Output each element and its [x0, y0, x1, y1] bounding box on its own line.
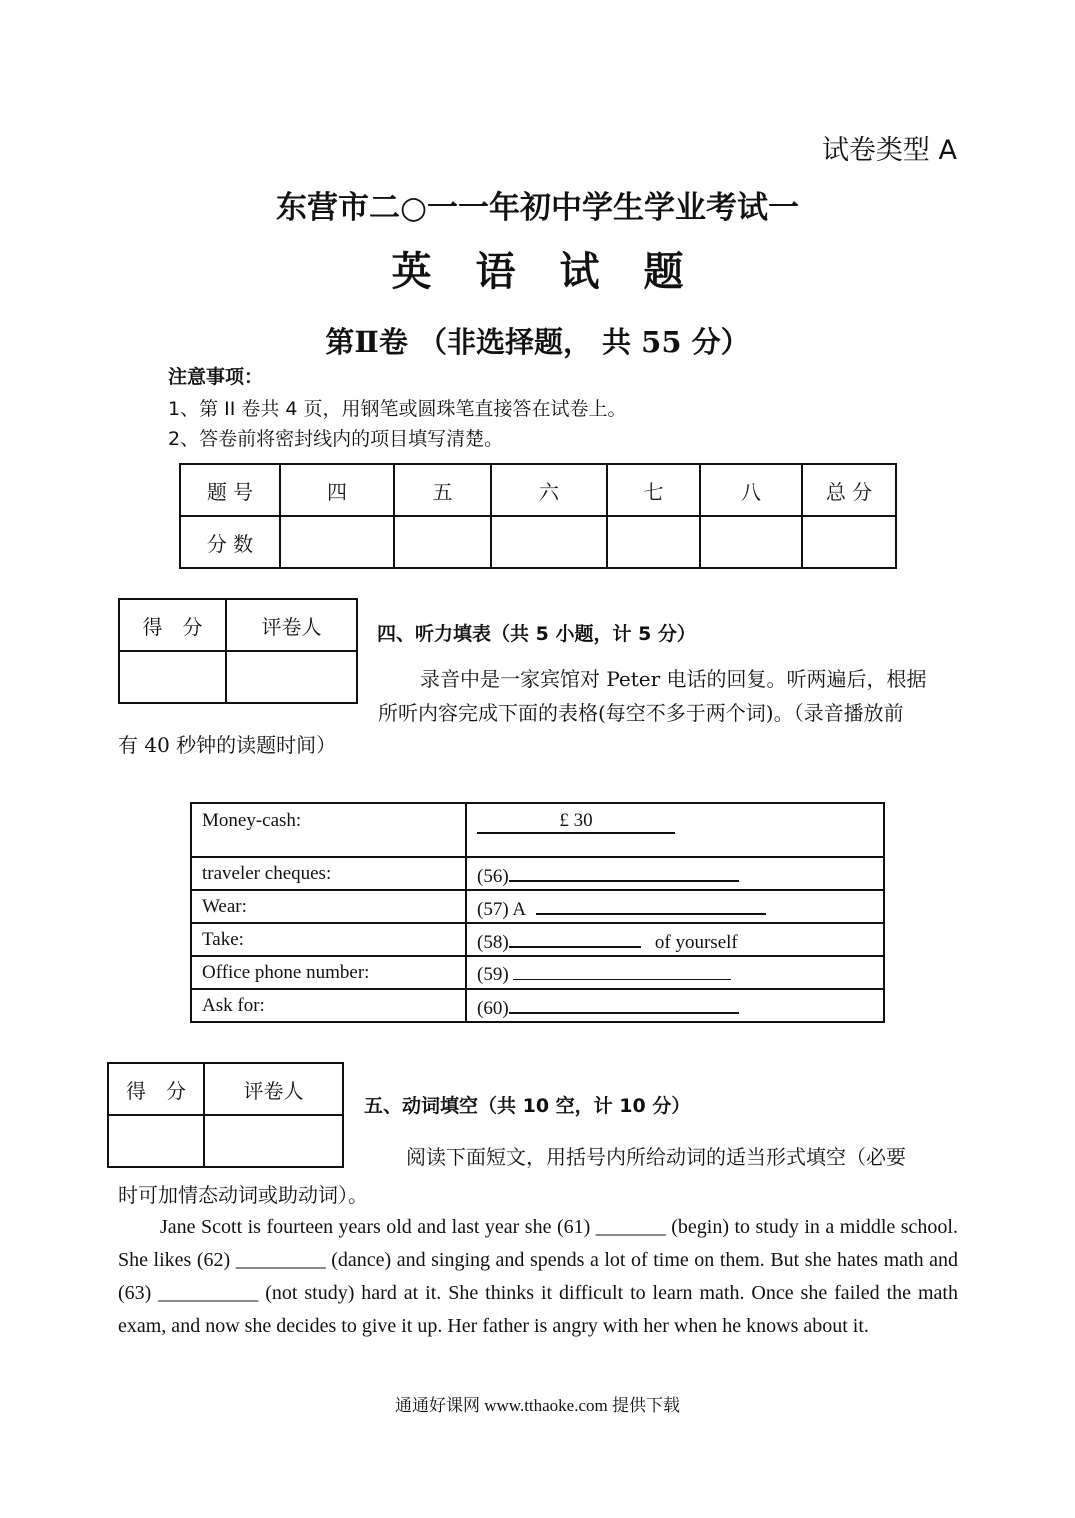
listening-row	[191, 803, 884, 857]
section5-instructions: 阅读下面短文，用括号内所给动词的适当形式填空（必要	[406, 1145, 906, 1169]
grader-score-cell[interactable]	[119, 651, 226, 703]
answer-suffix: of yourself	[654, 931, 738, 953]
listening-row-value	[466, 890, 884, 923]
grader-name-cell[interactable]	[226, 651, 357, 703]
paper-type-label: 试卷类型 A	[821, 135, 957, 166]
score-cell[interactable]	[700, 516, 802, 568]
listening-row-key: Take:	[191, 923, 466, 956]
question-number: (60)	[477, 997, 509, 1019]
listening-table	[190, 802, 885, 1023]
listening-row-value	[466, 803, 884, 857]
answer-blank-60[interactable]	[509, 992, 739, 1014]
answer-blank-58[interactable]	[509, 926, 641, 948]
listening-row-value	[466, 956, 884, 989]
cash-amount: £ 30	[477, 810, 675, 834]
score-cell[interactable]	[394, 516, 491, 568]
listening-row-value	[466, 989, 884, 1022]
listening-row	[191, 923, 884, 956]
score-table-row-label: 题 号	[180, 464, 280, 516]
score-table-header-row	[180, 464, 896, 516]
score-table-score-row	[180, 516, 896, 568]
answer-blank-56[interactable]	[509, 860, 739, 882]
answer-blank-57[interactable]	[536, 893, 766, 915]
section4-instructions: 有 40 秒钟的读题时间）	[118, 733, 337, 757]
grader-name-cell[interactable]	[204, 1115, 343, 1167]
listening-row-key: traveler cheques:	[191, 857, 466, 890]
question-number: (56)	[477, 865, 509, 887]
listening-row	[191, 956, 884, 989]
score-cell[interactable]	[607, 516, 700, 568]
score-table-col-5: 五	[394, 464, 491, 516]
listening-row	[191, 890, 884, 923]
passage-text: Jane Scott is fourteen years old and last year she (61) _______ (begin) to study in a middle school. She likes (62) _________ (dance) and singing and spends a lot of time on them. But she hates math and (63) __________ (not study) hard at it. She thinks it difficult to learn math. Once she failed the math exam, and now she decides to give it up. Her father is angry with her when he knows about it.	[118, 1216, 958, 1337]
grader-score-cell[interactable]	[108, 1115, 204, 1167]
answer-blank-59[interactable]	[513, 959, 731, 980]
listening-row-key: Ask for:	[191, 989, 466, 1022]
score-cell[interactable]	[280, 516, 394, 568]
listening-row-key: Money-cash:	[191, 803, 466, 857]
footer-credit: 通通好课网 www.tthaoke.com 提供下载	[394, 1396, 681, 1415]
grader-score-label: 得 分	[108, 1063, 204, 1115]
score-table-row-label: 分 数	[180, 516, 280, 568]
exam-title: 东营市二○一一年初中学生学业考试一	[275, 190, 800, 226]
subject-title: 英语试题	[391, 249, 728, 295]
score-cell[interactable]	[491, 516, 607, 568]
score-table-col-8: 八	[700, 464, 802, 516]
notice-heading: 注意事项：	[168, 366, 264, 388]
listening-row-key: Wear:	[191, 890, 466, 923]
grader-box	[118, 598, 358, 704]
listening-row	[191, 857, 884, 890]
score-table-col-6: 六	[491, 464, 607, 516]
section4-instructions: 录音中是一家宾馆对 Peter 电话的回复。听两遍后，根据	[420, 667, 927, 691]
notice-item-2: 2、答卷前将密封线内的项目填写清楚。	[168, 428, 504, 450]
notice-item-1: 1、第 II 卷共 4 页，用钢笔或圆珠笔直接答在试卷上。	[168, 398, 627, 420]
score-table	[179, 463, 897, 569]
score-table-col-4: 四	[280, 464, 394, 516]
score-table-col-7: 七	[607, 464, 700, 516]
section5-instructions: 时可加情态动词或助动词）。	[118, 1183, 368, 1207]
volume-title: 第Ⅱ卷 （非选择题， 共 55 分）	[325, 325, 750, 359]
section5-title: 五、动词填空（共 10 空，计 10 分）	[364, 1095, 691, 1117]
grader-box	[107, 1062, 344, 1168]
listening-row-value	[466, 857, 884, 890]
listening-row	[191, 989, 884, 1022]
section4-instructions: 所听内容完成下面的表格(每空不多于两个词)。（录音播放前	[378, 701, 904, 725]
score-table-col-total: 总 分	[802, 464, 896, 516]
grader-name-label: 评卷人	[204, 1063, 343, 1115]
score-cell[interactable]	[802, 516, 896, 568]
listening-row-value	[466, 923, 884, 956]
section4-title: 四、听力填表（共 5 小题，计 5 分）	[377, 623, 696, 645]
question-number: (57) A	[477, 898, 527, 920]
grader-score-label: 得 分	[119, 599, 226, 651]
question-number: (58)	[477, 931, 509, 953]
listening-row-key: Office phone number:	[191, 956, 466, 989]
grader-name-label: 评卷人	[226, 599, 357, 651]
question-number: (59)	[477, 964, 509, 985]
